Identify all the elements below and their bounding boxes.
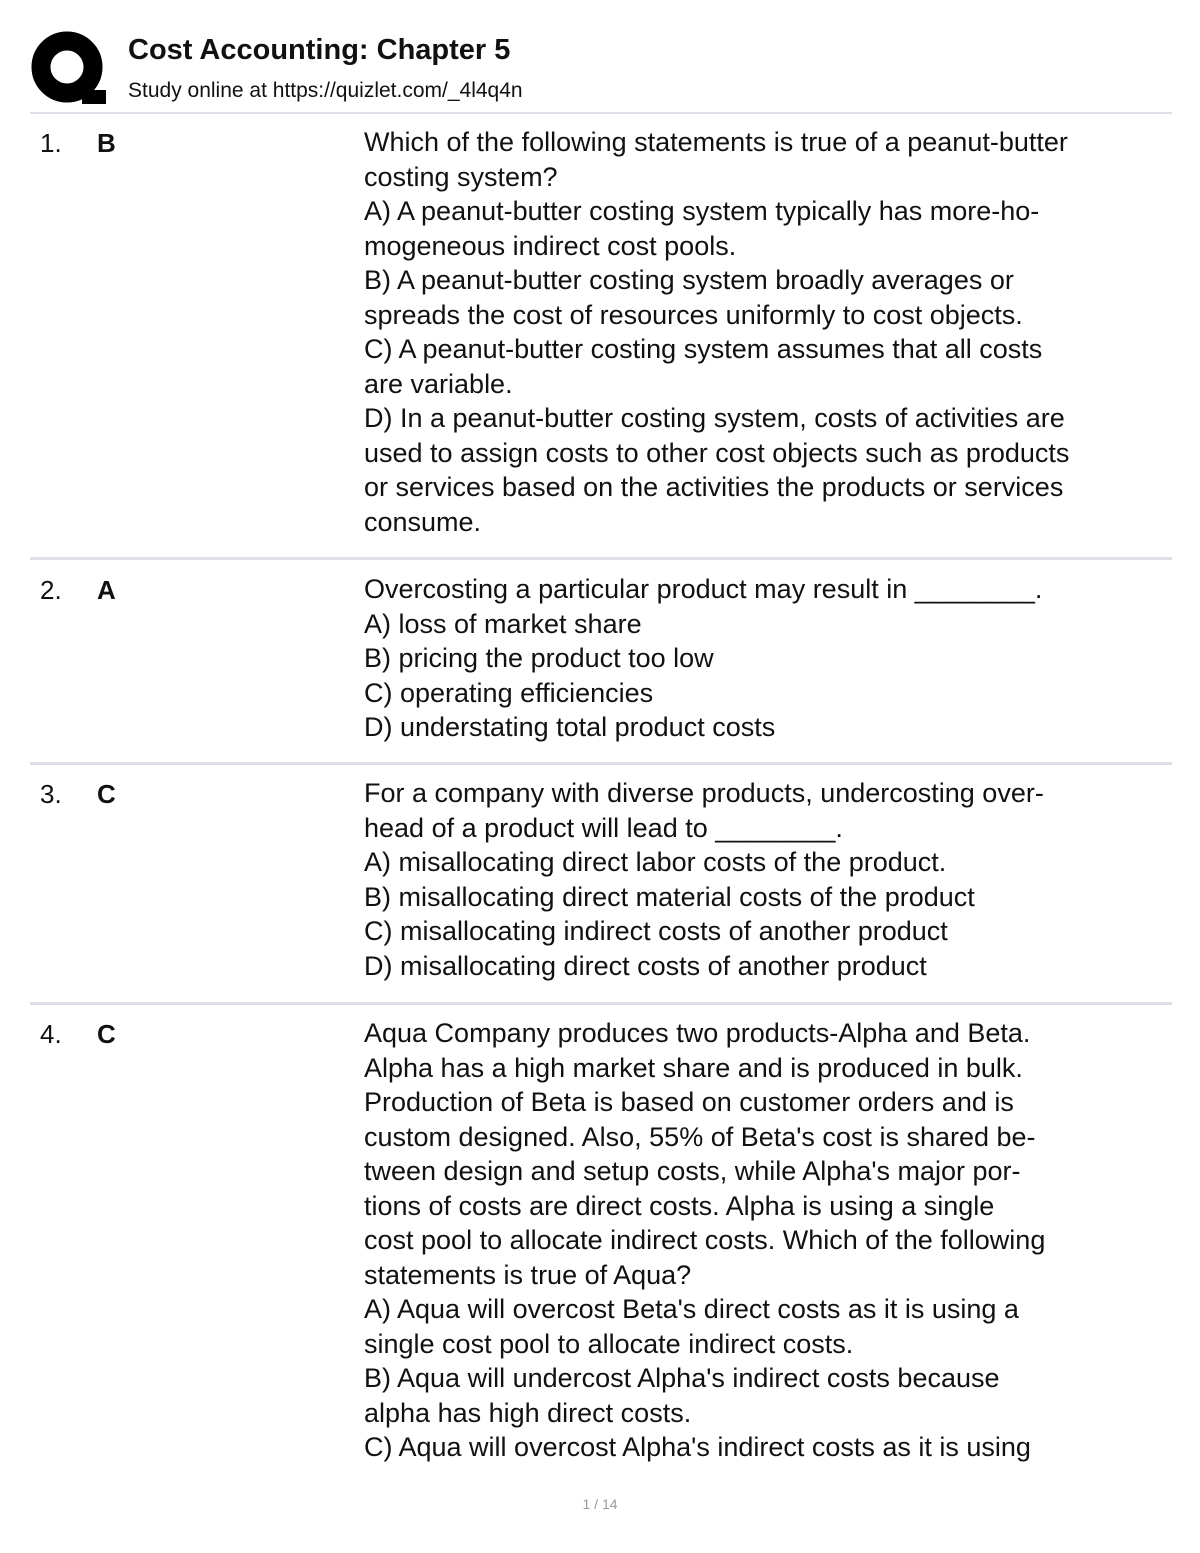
question-line: Alpha has a high market share and is produced in bulk. [364, 1052, 1023, 1083]
question-line: For a company with diverse products, undercosting over- [364, 778, 1044, 808]
question-line: B) A peanut-butter costing system broadly averages or [364, 265, 1014, 295]
document-subtitle: Study online at https://quizlet.com/_4l4q4n [128, 79, 523, 102]
question-line: are variable. [364, 368, 513, 399]
card-answer: C [97, 779, 116, 809]
question-line: D) In a peanut-butter costing system, costs of activities are [364, 403, 1065, 433]
question-line: D) misallocating direct costs of another product [364, 950, 927, 981]
question-line: single cost pool to allocate indirect costs. [364, 1328, 854, 1359]
header [30, 30, 1172, 112]
page-number: 1 / 14 [582, 1496, 618, 1512]
document-title: Cost Accounting: Chapter 5 [128, 34, 511, 66]
question-line: A) A peanut-butter costing system typically has more-ho- [364, 196, 1040, 226]
question-line: spreads the cost of resources uniformly to cost objects. [364, 299, 1023, 330]
question-line: D) understating total product costs [364, 712, 776, 742]
question-line: C) operating efficiencies [364, 677, 654, 708]
question-line: or services based on the activities the products or services [364, 472, 1064, 502]
flashcard [30, 114, 1172, 560]
question-line: custom designed. Also, 55% of Beta's cost is shared be- [364, 1121, 1036, 1152]
question-line: B) misallocating direct material costs of the product [364, 881, 975, 912]
question-line: statements is true of Aqua? [364, 1259, 692, 1290]
card-number: 3. [40, 779, 62, 809]
question-line: consume. [364, 506, 482, 537]
question-line: A) Aqua will overcost Beta's direct costs as it is using a [364, 1294, 1019, 1324]
question-line: head of a product will lead to ________. [364, 812, 843, 843]
question-line: C) A peanut-butter costing system assumes that all costs [364, 334, 1043, 364]
quizlet-q-logo-icon [30, 30, 106, 106]
question-line: Production of Beta is based on customer orders and is [364, 1087, 1014, 1117]
card-question [364, 125, 1164, 539]
question-line: tions of costs are direct costs. Alpha is using a single [364, 1190, 995, 1221]
question-line: used to assign costs to other cost objects such as products [364, 437, 1070, 468]
card-answer: B [97, 128, 116, 158]
card-question [364, 572, 1164, 745]
question-line: C) Aqua will overcost Alpha's indirect costs as it is using [364, 1432, 1031, 1462]
question-line: A) misallocating direct labor costs of the product. [364, 847, 947, 877]
flashcard-list [30, 114, 1172, 1475]
card-number: 2. [40, 575, 62, 605]
question-line: cost pool to allocate indirect costs. Which of the following [364, 1225, 1046, 1255]
card-answer: A [97, 575, 116, 605]
question-line: C) misallocating indirect costs of another product [364, 916, 948, 946]
question-line: costing system? [364, 161, 558, 192]
flashcard [30, 1005, 1172, 1475]
card-question [364, 1016, 1164, 1465]
flashcard [30, 765, 1172, 1005]
question-line: Which of the following statements is true of a peanut-butter [364, 127, 1068, 157]
card-question [364, 776, 1164, 983]
flashcard [30, 560, 1172, 765]
card-number: 4. [40, 1019, 62, 1049]
question-line: A) loss of market share [364, 608, 642, 639]
question-line: B) pricing the product too low [364, 643, 714, 673]
question-line: Overcosting a particular product may result in ________. [364, 574, 1043, 604]
question-line: alpha has high direct costs. [364, 1397, 692, 1428]
card-answer: C [97, 1019, 116, 1049]
question-line: tween design and setup costs, while Alpha's major por- [364, 1156, 1021, 1186]
question-line: Aqua Company produces two products-Alpha and Beta. [364, 1018, 1031, 1048]
question-line: B) Aqua will undercost Alpha's indirect costs because [364, 1363, 1000, 1393]
card-number: 1. [40, 128, 62, 158]
question-line: mogeneous indirect cost pools. [364, 230, 737, 261]
